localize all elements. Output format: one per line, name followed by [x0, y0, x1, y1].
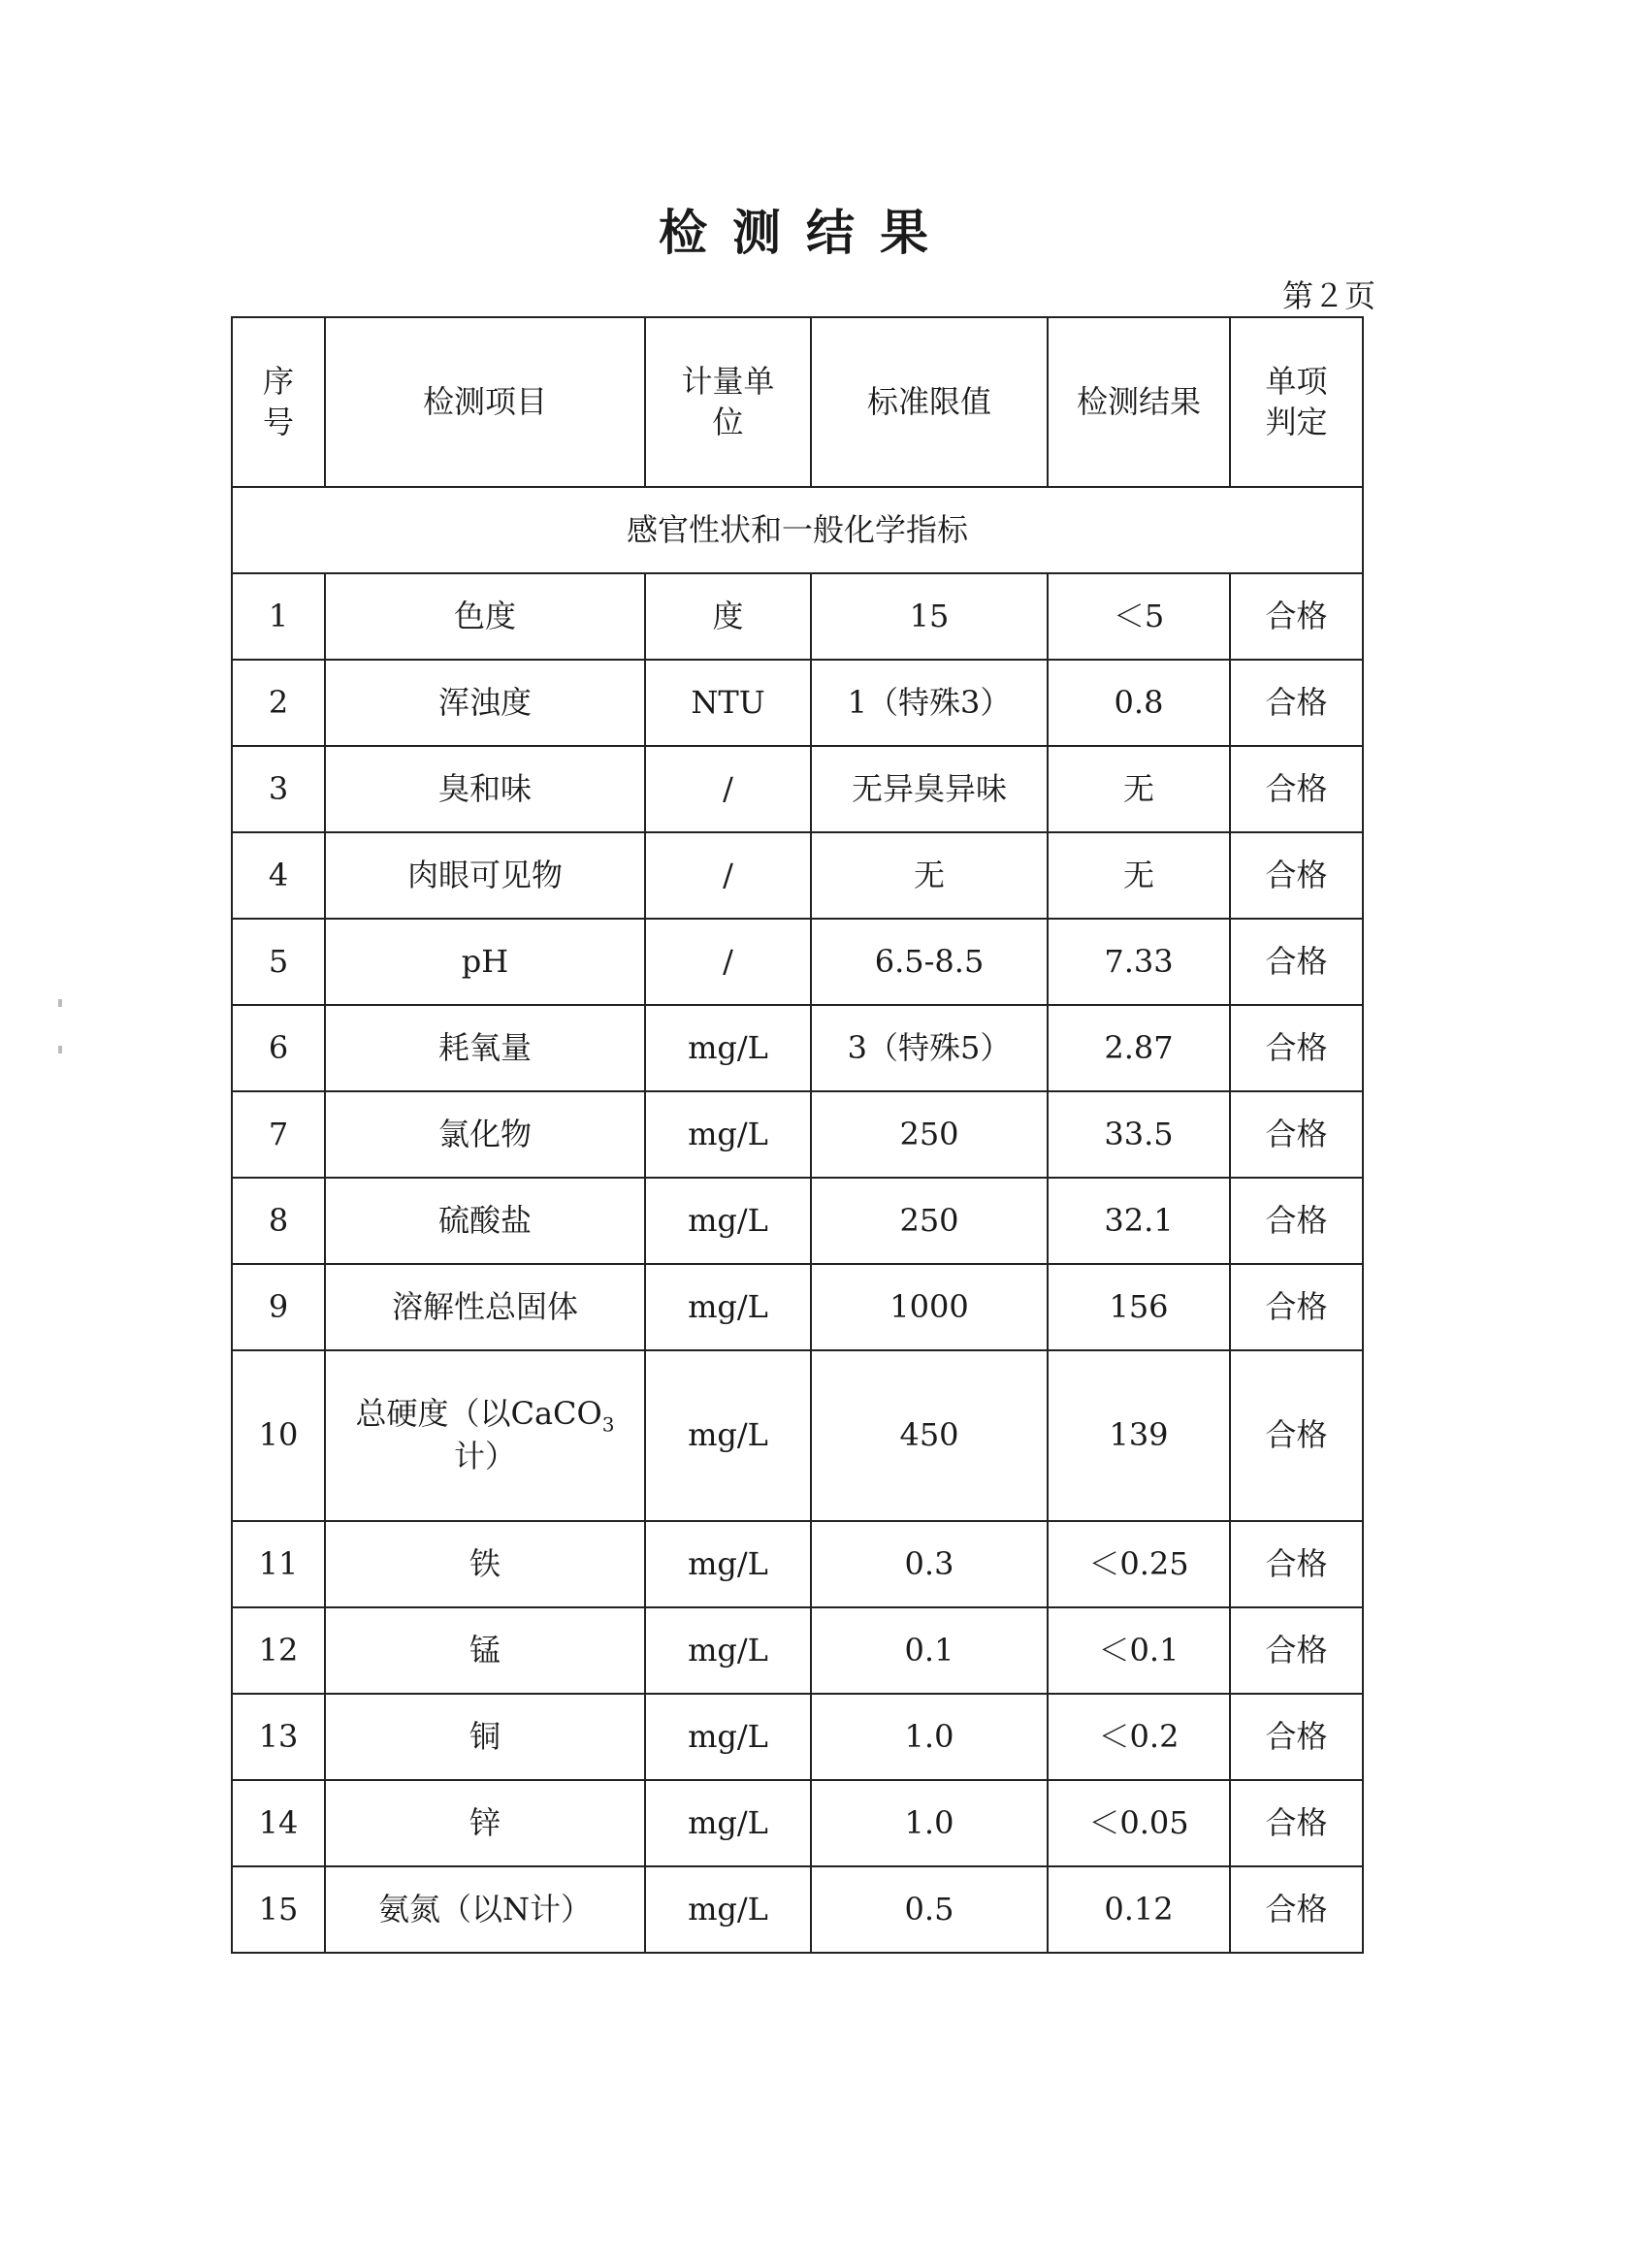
- cell-verdict: 合格: [1230, 832, 1363, 919]
- cell-limit: 0.3: [811, 1521, 1048, 1607]
- scan-mark: [58, 1046, 62, 1053]
- table-row: [232, 746, 1363, 832]
- table-row: [232, 1005, 1363, 1091]
- scan-margin-marks: [58, 999, 66, 1116]
- cell-no: 6: [232, 1005, 325, 1091]
- header-unit-line1: 计量单: [681, 362, 775, 400]
- header-unit-line2: 位: [712, 403, 744, 440]
- cell-no: 3: [232, 746, 325, 832]
- cell-limit: 15: [811, 573, 1048, 660]
- cell-verdict: 合格: [1230, 573, 1363, 660]
- cell-result: 2.87: [1048, 1005, 1230, 1091]
- cell-limit: 0.1: [811, 1607, 1048, 1694]
- cell-limit: 无: [811, 832, 1048, 919]
- cell-limit: 6.5-8.5: [811, 919, 1048, 1005]
- cell-result: ＜0.2: [1048, 1694, 1230, 1780]
- cell-verdict: 合格: [1230, 919, 1363, 1005]
- cell-item: 溶解性总固体: [325, 1264, 645, 1350]
- cell-result: 0.8: [1048, 660, 1230, 746]
- cell-item: 浑浊度: [325, 660, 645, 746]
- header-limit: 标准限值: [811, 317, 1048, 487]
- cell-unit: mg/L: [645, 1350, 811, 1521]
- cell-item: 硫酸盐: [325, 1178, 645, 1264]
- header-verdict: [1230, 317, 1363, 487]
- scan-mark: [58, 999, 62, 1007]
- page-number: 第２页: [1281, 277, 1375, 314]
- header-seq: [232, 317, 325, 487]
- cell-result: 无: [1048, 746, 1230, 832]
- cell-item: 耗氧量: [325, 1005, 645, 1091]
- cell-unit: mg/L: [645, 1866, 811, 1953]
- cell-limit: 1.0: [811, 1780, 1048, 1866]
- cell-item: 肉眼可见物: [325, 832, 645, 919]
- cell-unit: /: [645, 746, 811, 832]
- cell-result: ＜0.05: [1048, 1780, 1230, 1866]
- cell-result: 139: [1048, 1350, 1230, 1521]
- cell-verdict: 合格: [1230, 1780, 1363, 1866]
- cell-no: 15: [232, 1866, 325, 1953]
- table-header-row: [232, 317, 1363, 487]
- cell-verdict: 合格: [1230, 1091, 1363, 1178]
- table-row: [232, 573, 1363, 660]
- cell-verdict: 合格: [1230, 746, 1363, 832]
- cell-item: 氯化物: [325, 1091, 645, 1178]
- cell-verdict: 合格: [1230, 1264, 1363, 1350]
- cell-item: 铜: [325, 1694, 645, 1780]
- cell-unit: mg/L: [645, 1780, 811, 1866]
- cell-result: 32.1: [1048, 1178, 1230, 1264]
- cell-limit: 1.0: [811, 1694, 1048, 1780]
- cell-result: ＜0.25: [1048, 1521, 1230, 1607]
- cell-item: 氨氮（以N计）: [325, 1866, 645, 1953]
- cell-limit: 1000: [811, 1264, 1048, 1350]
- cell-no: 11: [232, 1521, 325, 1607]
- cell-unit: 度: [645, 573, 811, 660]
- cell-unit: mg/L: [645, 1607, 811, 1694]
- table-row: [232, 1091, 1363, 1178]
- cell-no: 5: [232, 919, 325, 1005]
- cell-verdict: 合格: [1230, 660, 1363, 746]
- cell-no: 10: [232, 1350, 325, 1521]
- header-seq-line2: 号: [262, 403, 294, 440]
- cell-limit: 450: [811, 1350, 1048, 1521]
- table-row: [232, 1694, 1363, 1780]
- cell-item: pH: [325, 919, 645, 1005]
- table-row: [232, 1350, 1363, 1521]
- cell-item: 锌: [325, 1780, 645, 1866]
- table-row: [232, 1521, 1363, 1607]
- cell-verdict: 合格: [1230, 1694, 1363, 1780]
- cell-item: 铁: [325, 1521, 645, 1607]
- cell-unit: mg/L: [645, 1694, 811, 1780]
- cell-unit: /: [645, 832, 811, 919]
- cell-limit: 0.5: [811, 1866, 1048, 1953]
- table-row: [232, 1866, 1363, 1953]
- table-row: [232, 1178, 1363, 1264]
- cell-result: 7.33: [1048, 919, 1230, 1005]
- table-row: [232, 832, 1363, 919]
- header-verdict-line2: 判定: [1265, 403, 1328, 440]
- cell-limit: 250: [811, 1178, 1048, 1264]
- header-item: 检测项目: [325, 317, 645, 487]
- cell-no: 14: [232, 1780, 325, 1866]
- cell-item-subscript: 3: [601, 1412, 615, 1437]
- cell-unit: NTU: [645, 660, 811, 746]
- header-seq-line1: 序: [262, 362, 294, 400]
- cell-verdict: 合格: [1230, 1350, 1363, 1521]
- cell-verdict: 合格: [1230, 1607, 1363, 1694]
- cell-no: 8: [232, 1178, 325, 1264]
- cell-result: 33.5: [1048, 1091, 1230, 1178]
- cell-result: ＜0.1: [1048, 1607, 1230, 1694]
- cell-unit: mg/L: [645, 1521, 811, 1607]
- cell-no: 1: [232, 573, 325, 660]
- cell-unit: mg/L: [645, 1005, 811, 1091]
- cell-no: 12: [232, 1607, 325, 1694]
- page-title: 检测结果: [659, 205, 954, 261]
- cell-no: 13: [232, 1694, 325, 1780]
- cell-limit: 无异臭异味: [811, 746, 1048, 832]
- cell-item: [325, 1350, 645, 1521]
- cell-result: ＜5: [1048, 573, 1230, 660]
- cell-result: 0.12: [1048, 1866, 1230, 1953]
- cell-verdict: 合格: [1230, 1178, 1363, 1264]
- cell-unit: mg/L: [645, 1264, 811, 1350]
- cell-limit: 1（特殊3）: [811, 660, 1048, 746]
- cell-result: 156: [1048, 1264, 1230, 1350]
- cell-no: 7: [232, 1091, 325, 1178]
- cell-no: 9: [232, 1264, 325, 1350]
- header-verdict-line1: 单项: [1265, 362, 1328, 400]
- header-result: 检测结果: [1048, 317, 1230, 487]
- table-row: [232, 1780, 1363, 1866]
- cell-item: 锰: [325, 1607, 645, 1694]
- table-row: [232, 1264, 1363, 1350]
- table-row: [232, 919, 1363, 1005]
- cell-unit: /: [645, 919, 811, 1005]
- cell-verdict: 合格: [1230, 1521, 1363, 1607]
- cell-unit: mg/L: [645, 1091, 811, 1178]
- cell-item-main: 总硬度（以CaCO: [355, 1395, 602, 1432]
- table-row: [232, 660, 1363, 746]
- cell-item-tail: 计）: [453, 1438, 516, 1475]
- results-table: [231, 316, 1364, 1954]
- table-row: [232, 1607, 1363, 1694]
- header-unit: [645, 317, 811, 487]
- cell-no: 4: [232, 832, 325, 919]
- cell-result: 无: [1048, 832, 1230, 919]
- cell-limit: 3（特殊5）: [811, 1005, 1048, 1091]
- cell-no: 2: [232, 660, 325, 746]
- section-row: [232, 487, 1363, 573]
- cell-verdict: 合格: [1230, 1005, 1363, 1091]
- cell-item: 色度: [325, 573, 645, 660]
- cell-unit: mg/L: [645, 1178, 811, 1264]
- cell-verdict: 合格: [1230, 1866, 1363, 1953]
- cell-limit: 250: [811, 1091, 1048, 1178]
- section-title: 感官性状和一般化学指标: [232, 487, 1363, 573]
- cell-item: 臭和味: [325, 746, 645, 832]
